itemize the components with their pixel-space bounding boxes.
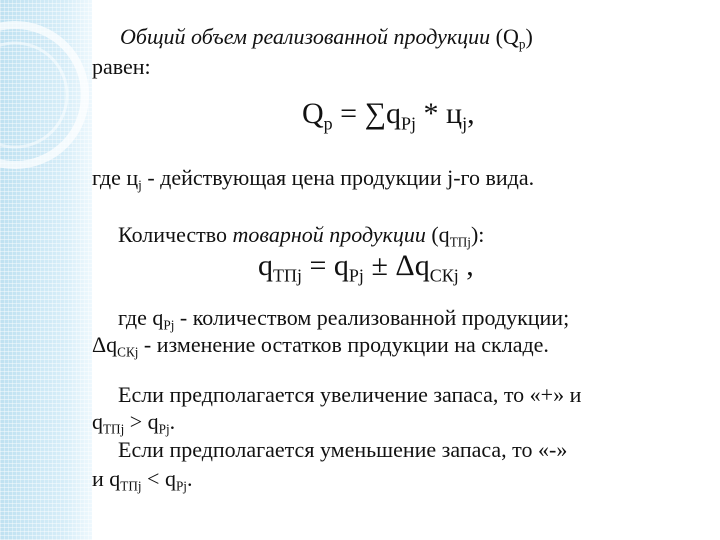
price-definition-line: где $ц_j$ - действующая цена продукции j-го вида. [92, 165, 535, 193]
increase-rule-line: Если предполагается увеличение запаса, то «+» и [118, 382, 582, 407]
decrease-rule-formula: и $q_{ТПj} < q_{Рj}$. [92, 466, 193, 494]
decorative-side-strip [0, 0, 92, 540]
decorative-ring [0, 10, 100, 180]
total-volume-line: Общий объем реализованной продукции $(Q_р)$ [120, 24, 533, 52]
stock-change-definition-line: $\Delta q_{СКj}$ - изменение остатков продукции на складе. [92, 332, 549, 360]
increase-rule-formula: $q_{ТПj} > q_{Рj}$. [92, 409, 176, 437]
total-volume-italic: Общий объем реализованной продукции [120, 24, 491, 49]
realized-output-definition-line: где $q_{Рj}$ - количеством реализованной продукции; [118, 305, 570, 333]
formula-total-volume: $Q_р = \sum q_{Рj} * ц_j$, [302, 97, 475, 134]
equals-line: равен: [92, 54, 151, 79]
decrease-rule-line: Если предполагается уменьшение запаса, то «-» [118, 437, 568, 462]
formula-commodity-output: $q_{ТПj} = q_{Рj} \pm \Delta q_{СКj}$ , [258, 249, 474, 286]
commodity-output-line: Количество товарной продукции $(q_{ТПj})$: [118, 222, 485, 250]
